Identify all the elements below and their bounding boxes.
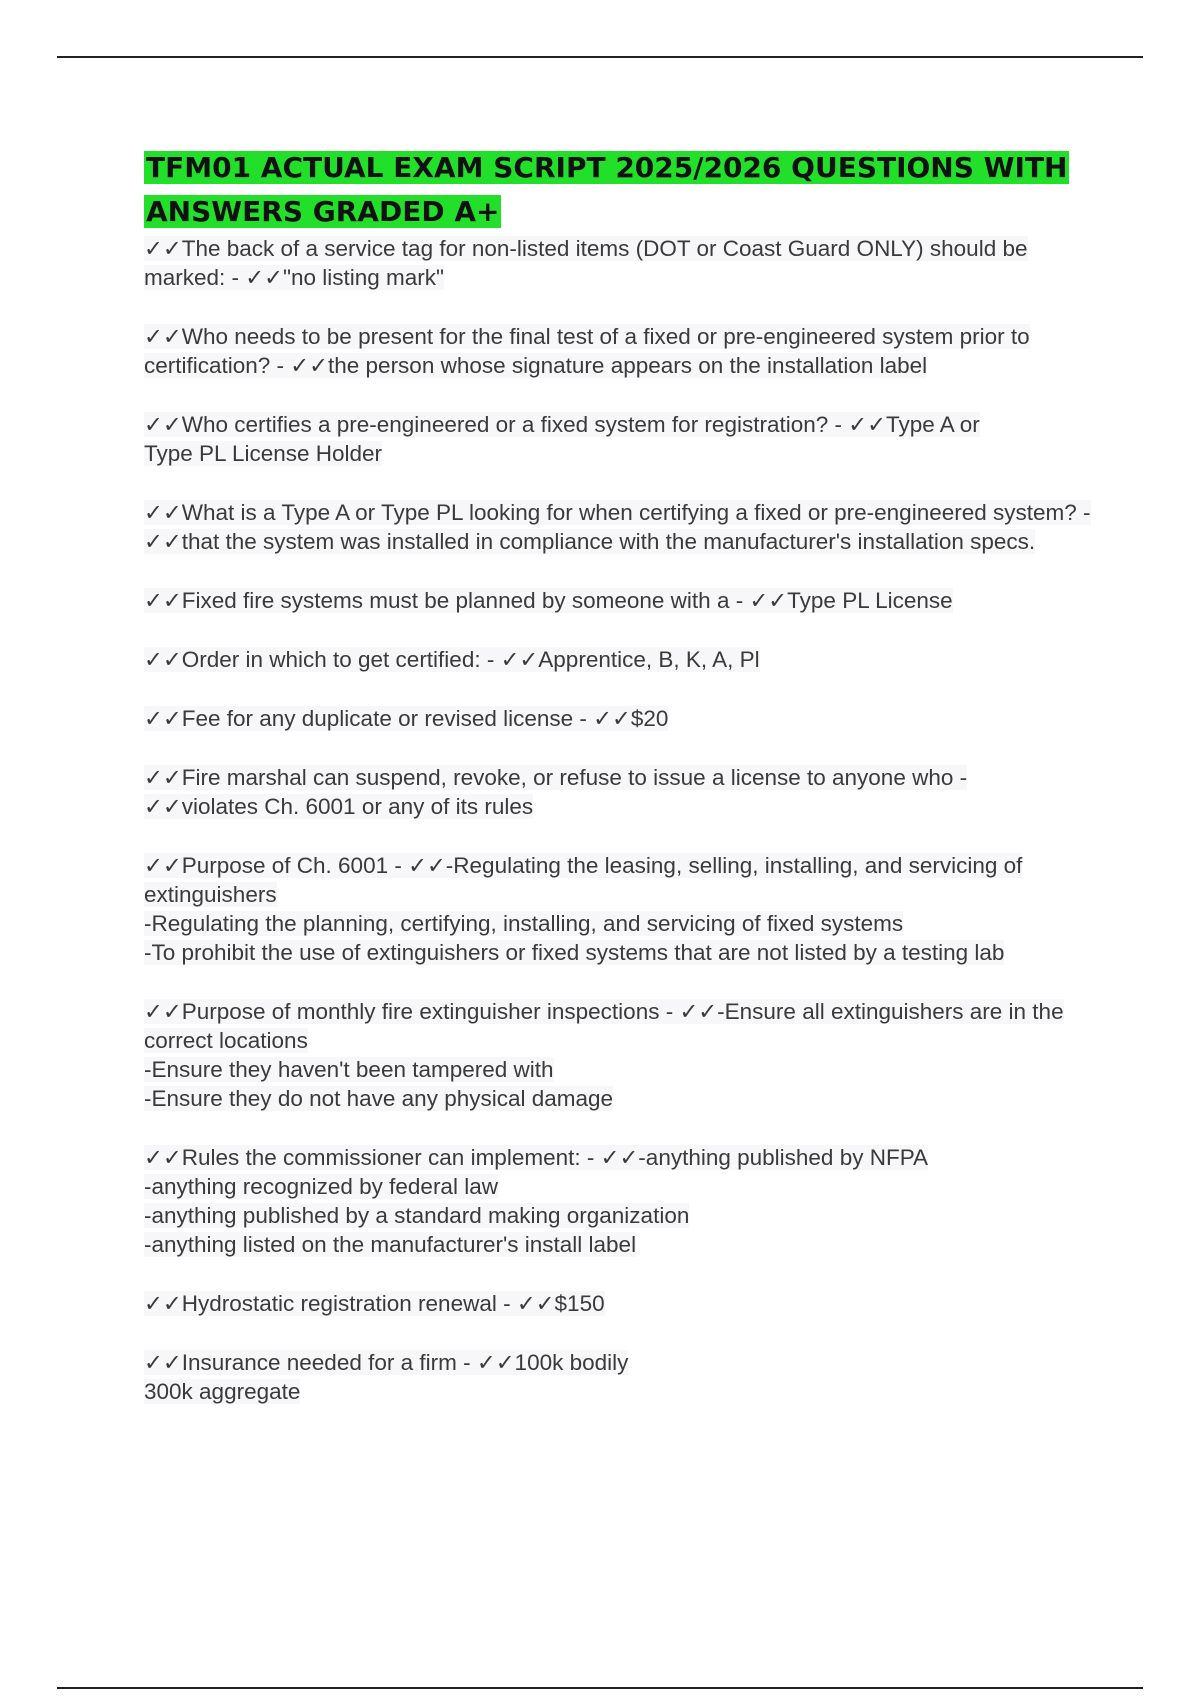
qa-item-text: ✓✓Fee for any duplicate or revised license - ✓✓$20 [144, 706, 669, 731]
qa-item-text: ✓✓Who needs to be present for the final test of a fixed or pre-engineered system prior to certification? - ✓✓the person whose signature appears on the installation label [144, 324, 1030, 378]
top-divider [57, 56, 1143, 58]
qa-item-text: ✓✓Order in which to get certified: - ✓✓Apprentice, B, K, A, Pl [144, 647, 760, 672]
qa-item-text: ✓✓Purpose of monthly fire extinguisher inspections - ✓✓-Ensure all extinguishers are in the correct locations -Ensure they haven't been tampered with -Ensure they do not have any physical damage [144, 999, 1064, 1111]
qa-item [144, 763, 1094, 821]
qa-item [144, 322, 1094, 380]
qa-item [144, 234, 1094, 292]
qa-item-text: ✓✓The back of a service tag for non-listed items (DOT or Coast Guard ONLY) should be marked: - ✓✓"no listing mark" [144, 236, 1028, 290]
qa-item-text: ✓✓Rules the commissioner can implement: - ✓✓-anything published by NFPA -anything recognized by federal law -anything published by a standard making organization -anything listed on the manufacturer's install label [144, 1145, 929, 1257]
qa-item-text: ✓✓What is a Type A or Type PL looking for when certifying a fixed or pre-engineered system? - ✓✓that the system was installed in compliance with the manufacturer's installation specs. [144, 500, 1091, 554]
document-title-text: TFM01 ACTUAL EXAM SCRIPT 2025/2026 QUESTIONS WITH ANSWERS GRADED A+ [146, 151, 1068, 228]
qa-item [144, 704, 1094, 733]
qa-item [144, 1348, 1094, 1406]
qa-item [144, 851, 1094, 967]
qa-item [144, 1143, 1094, 1259]
qa-item [144, 1289, 1094, 1318]
qa-list [144, 234, 1094, 1406]
document-body [144, 146, 1094, 1436]
qa-item [144, 586, 1094, 615]
document-title [144, 146, 1094, 234]
qa-item-text: ✓✓Insurance needed for a firm - ✓✓100k bodily 300k aggregate [144, 1350, 629, 1404]
qa-item [144, 410, 1094, 468]
qa-item-text: ✓✓Who certifies a pre-engineered or a fixed system for registration? - ✓✓Type A or Type PL License Holder [144, 412, 980, 466]
qa-item-text: ✓✓Fire marshal can suspend, revoke, or refuse to issue a license to anyone who - ✓✓violates Ch. 6001 or any of its rules [144, 765, 968, 819]
qa-item [144, 498, 1094, 556]
qa-item [144, 645, 1094, 674]
qa-item-text: ✓✓Fixed fire systems must be planned by someone with a - ✓✓Type PL License [144, 588, 953, 613]
qa-item-text: ✓✓Purpose of Ch. 6001 - ✓✓-Regulating the leasing, selling, installing, and servicing of extinguishers -Regulating the planning, certifying, installing, and servicing of fixed systems -To prohibit the use of extinguishers or fixed systems that are not listed by a testing lab [144, 853, 1023, 965]
bottom-divider [57, 1687, 1143, 1689]
qa-item-text: ✓✓Hydrostatic registration renewal - ✓✓$150 [144, 1291, 605, 1316]
qa-item [144, 997, 1094, 1113]
